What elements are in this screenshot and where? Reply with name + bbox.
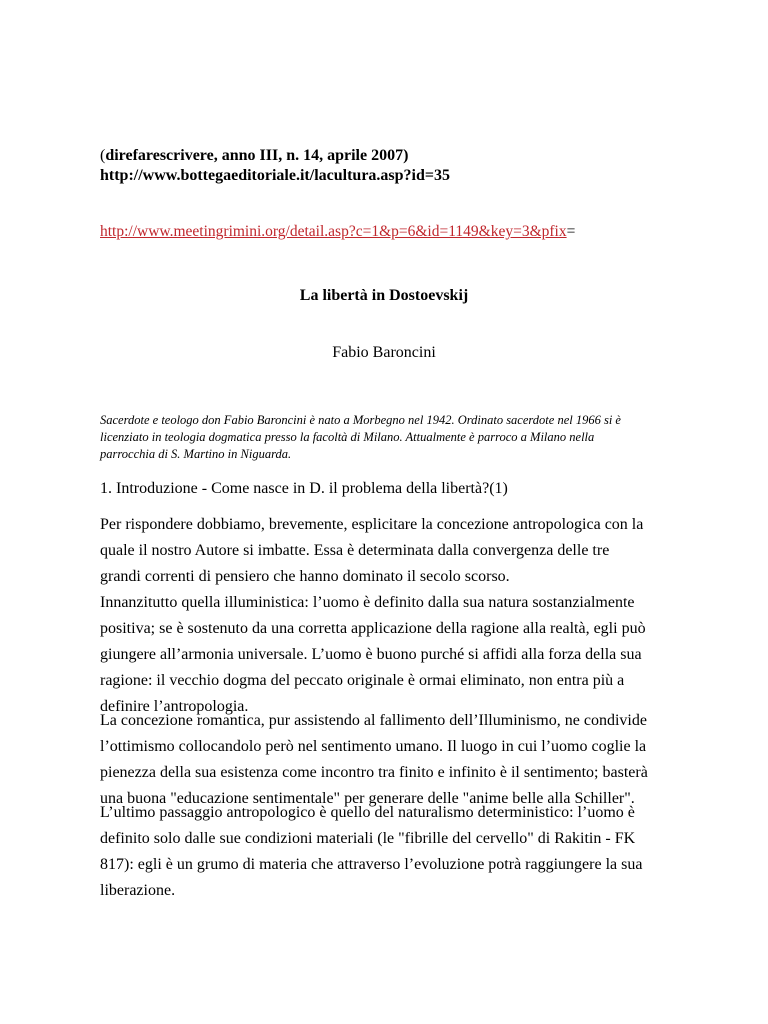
paragraph-line: una buona "educazione sentimentale" per generare delle "anime belle alla Schiller". — [100, 790, 635, 807]
paragraph-3 — [100, 708, 700, 812]
bio-line: Sacerdote e teologo don Fabio Baroncini è nato a Morbegno nel 1942. Ordinato sacerdote nel 1966 si è — [100, 413, 621, 427]
paragraph-line: positiva; se è sostenuto da una corretta applicazione della ragione alla realtà, egli può — [100, 620, 646, 637]
bio-line: parrocchia di S. Martino in Niguarda. — [100, 447, 292, 461]
paragraph-line: ragione: il vecchio dogma del peccato originale è ormai eliminato, non entra più a — [100, 672, 625, 689]
article-author: Fabio Baroncini — [332, 344, 436, 361]
paragraph-line: pienezza della sua esistenza come incontro tra finito e infinito è il sentimento; basterà — [100, 764, 648, 781]
meeting-link-line — [100, 222, 575, 242]
paragraph-4 — [100, 800, 700, 904]
paragraph-line: La concezione romantica, pur assistendo al fallimento dell’Illuminismo, ne condivide — [100, 712, 647, 729]
paragraph-line: grandi correnti di pensiero che hanno dominato il secolo scorso. — [100, 568, 510, 585]
paragraph-line: Per rispondere dobbiamo, brevemente, esplicitare la concezione antropologica con la — [100, 516, 644, 533]
source-citation — [100, 146, 408, 166]
paragraph-line: L’ultimo passaggio antropologico è quello del naturalismo deterministico: l’uomo è — [100, 804, 635, 821]
bio-line: licenziato in teologia dogmatica presso la facoltà di Milano. Attualmente è parroco a Milano nella — [100, 430, 595, 444]
source-citation-text: direfarescrivere, anno III, n. 14, aprile 2007) — [105, 147, 409, 164]
paragraph-line: 817): egli è un grumo di materia che attraverso l’evoluzione potrà raggiungere la sua — [100, 856, 643, 873]
section-heading: 1. Introduzione - Come nasce in D. il problema della libertà?(1) — [100, 480, 508, 497]
paragraph-line: definito solo dalle sue condizioni materiali (le "fibrille del cervello" di Rakitin - FK — [100, 830, 636, 847]
source-url: http://www.bottegaeditoriale.it/lacultura.asp?id=35 — [100, 167, 450, 184]
paragraph-line: l’ottimismo collocandolo però nel sentimento umano. Il luogo in cui l’uomo coglie la — [100, 738, 647, 755]
meeting-link[interactable]: http://www.meetingrimini.org/detail.asp?c=1&p=6&id=1149&key=3&pfix — [100, 223, 567, 240]
paragraph-2 — [100, 590, 700, 720]
paragraph-line: giungere all’armonia universale. L’uomo è buono purché si affidi alla forza della sua — [100, 646, 642, 663]
paragraph-1 — [100, 512, 700, 590]
author-bio — [100, 412, 680, 463]
article-title: La libertà in Dostoevskij — [299, 287, 469, 304]
paragraph-line: Innanzitutto quella illuministica: l’uomo è definito dalla sua natura sostanzialmente — [100, 594, 635, 611]
paragraph-line: definire l’antropologia. — [100, 698, 249, 715]
meeting-link-suffix: = — [566, 223, 576, 240]
paragraph-line: quale il nostro Autore si imbatte. Essa è determinata dalla convergenza delle tre — [100, 542, 610, 559]
paragraph-line: liberazione. — [100, 882, 176, 899]
source-open-paren: ( — [100, 147, 106, 164]
